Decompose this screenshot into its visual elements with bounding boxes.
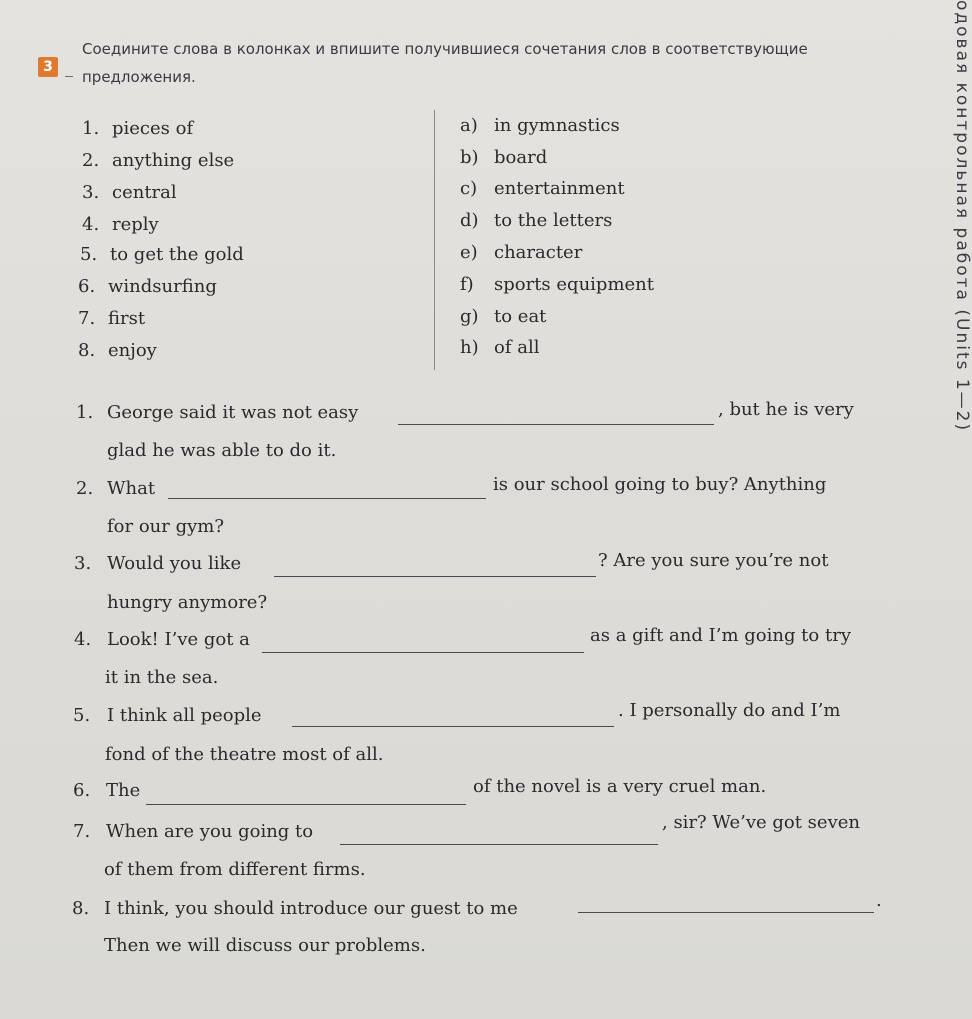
sentence-text-after: , but he is very: [718, 399, 854, 420]
sentence-text-after: . I personally do and I’m: [618, 700, 841, 721]
sentence-continuation: of them from different firms.: [104, 859, 366, 880]
right-item-text: entertainment: [494, 178, 625, 199]
right-item: [460, 337, 539, 358]
sentence-number: 7.: [73, 821, 91, 842]
sentence-text-before: Would you like: [107, 553, 242, 574]
sentence-number: 4.: [74, 629, 92, 650]
sentence-continuation: fond of the theatre most of all.: [105, 744, 384, 765]
answer-blank[interactable]: [578, 912, 874, 913]
sentence-number: 3.: [74, 553, 92, 574]
left-item-number: 2.: [82, 150, 100, 171]
sentence-text-after: .: [876, 890, 882, 911]
sentence-text-before: I think, you should introduce our guest to me: [104, 898, 518, 919]
right-item-text: character: [494, 242, 583, 263]
answer-blank[interactable]: [398, 424, 714, 425]
answer-blank[interactable]: [340, 844, 658, 845]
right-item-letter: g): [460, 306, 479, 327]
right-item-letter: f): [460, 274, 474, 295]
left-item-number: 7.: [78, 308, 96, 329]
left-item: [78, 276, 217, 297]
right-item: [460, 274, 654, 295]
left-item-number: 6.: [78, 276, 96, 297]
sentence-text-after: , sir? We’ve got seven: [662, 812, 860, 833]
right-item-letter: c): [460, 178, 478, 199]
left-item-number: 3.: [82, 182, 100, 203]
sentence-text-after: ? Are you sure you’re not: [598, 550, 829, 571]
sentence-continuation: Then we will discuss our problems.: [104, 935, 426, 956]
sentence-continuation: it in the sea.: [105, 667, 219, 688]
left-item-number: 1.: [82, 118, 100, 139]
sentence-continuation: glad he was able to do it.: [107, 440, 337, 461]
left-item: [82, 182, 177, 203]
left-item-number: 8.: [78, 340, 96, 361]
margin-dash: [65, 76, 73, 77]
sentence-number: 2.: [76, 478, 94, 499]
sentence-text-after: as a gift and I’m going to try: [590, 625, 851, 646]
sentence-number: 8.: [72, 898, 90, 919]
task-number-badge: 3: [38, 57, 58, 77]
right-item: [460, 306, 546, 327]
sentence-continuation: hungry anymore?: [107, 592, 268, 613]
sentence-text-before: I think all people: [107, 705, 262, 726]
left-item: [78, 308, 145, 329]
answer-blank[interactable]: [168, 498, 486, 499]
sentence-continuation: for our gym?: [107, 516, 224, 537]
right-item-text: in gymnastics: [494, 115, 620, 136]
left-item-text: windsurfing: [108, 276, 217, 297]
right-item-text: board: [494, 147, 548, 168]
right-item: [460, 242, 582, 263]
answer-blank[interactable]: [262, 652, 584, 653]
sentence-text-before: George said it was not easy: [107, 402, 359, 423]
left-item-text: reply: [112, 214, 159, 235]
sentence-number: 6.: [73, 780, 91, 801]
left-item-text: enjoy: [108, 340, 157, 361]
right-item-text: to eat: [494, 306, 547, 327]
left-item: [82, 118, 193, 139]
left-item-number: 5.: [80, 244, 98, 265]
left-item-text: central: [112, 182, 177, 203]
sentence-text-after: is our school going to buy? Anything: [493, 474, 827, 495]
sentence-text-before: What: [107, 478, 156, 499]
right-item-letter: a): [460, 115, 478, 136]
instruction-line-2: предложения.: [82, 68, 196, 86]
left-item: [80, 244, 244, 265]
right-item: [460, 178, 625, 199]
right-item-text: to the letters: [494, 210, 613, 231]
column-divider: [434, 110, 435, 370]
sentence-text-before: Look! I’ve got a: [107, 629, 250, 650]
left-item: [78, 340, 157, 361]
right-item-letter: d): [460, 210, 479, 231]
left-item: [82, 214, 159, 235]
instruction-line-1: Соедините слова в колонках и впишите получившиеся сочетания слов в соответствующие: [82, 40, 808, 58]
right-item: [460, 147, 547, 168]
right-item-letter: e): [460, 242, 478, 263]
sentence-text-before: When are you going to: [106, 821, 314, 842]
right-item: [460, 115, 620, 136]
right-item: [460, 210, 612, 231]
right-item-text: sports equipment: [494, 274, 654, 295]
answer-blank[interactable]: [292, 726, 614, 727]
sentence-number: 5.: [73, 705, 91, 726]
left-item-text: to get the gold: [110, 244, 244, 265]
answer-blank[interactable]: [274, 576, 596, 577]
left-item: [82, 150, 234, 171]
side-section-label: одовая контрольная работа (Units 1—2): [952, 0, 972, 433]
left-item-text: pieces of: [112, 118, 194, 139]
left-item-number: 4.: [82, 214, 100, 235]
right-item-letter: b): [460, 147, 479, 168]
right-item-text: of all: [494, 337, 540, 358]
sentence-text-before: The: [106, 780, 141, 801]
right-item-letter: h): [460, 337, 479, 358]
sentence-text-after: of the novel is a very cruel man.: [473, 776, 767, 797]
answer-blank[interactable]: [146, 804, 466, 805]
sentence-number: 1.: [76, 402, 94, 423]
left-item-text: anything else: [112, 150, 235, 171]
left-item-text: first: [108, 308, 146, 329]
